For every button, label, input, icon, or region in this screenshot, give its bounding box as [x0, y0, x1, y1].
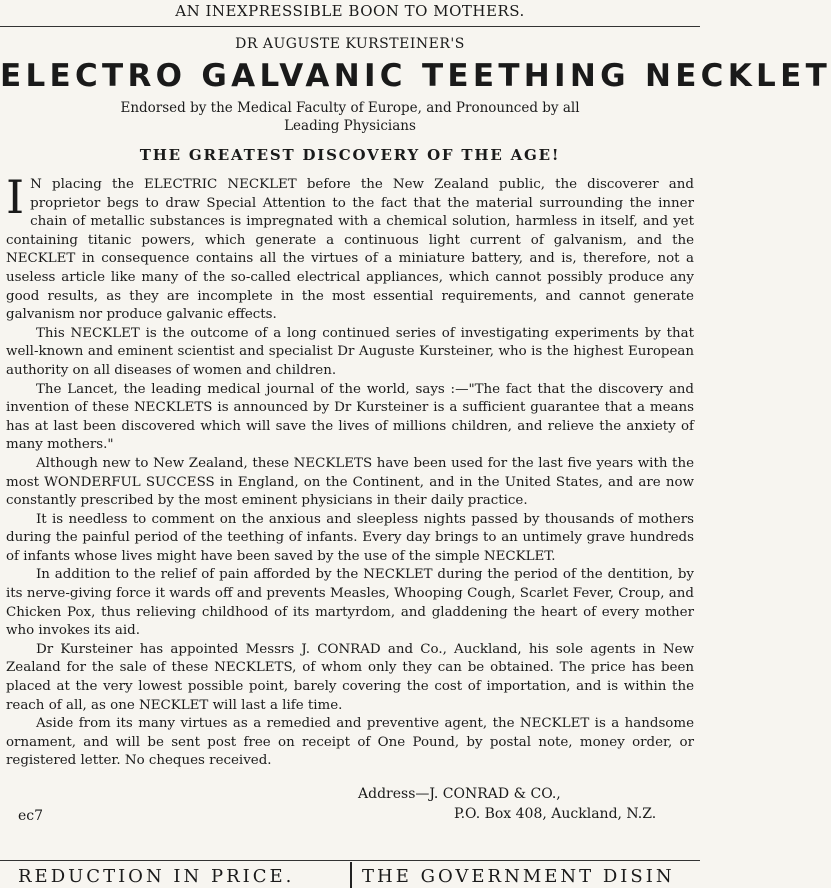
- paragraph-agents: Dr Kursteiner has appointed Messrs J. CONRAD and Co., Auckland, his sole agents in New Zealand for the sale of these NECKLETS, of whom only they can be obtained. The price has been placed at the very lowest possible point, barely covering the cost of importation, and is within the reach of all, as one NECKLET will last a life time.: [6, 641, 694, 713]
- advertisement-body: [6, 170, 694, 771]
- next-ad-heading-left: REDUCTION IN PRICE.: [18, 866, 295, 887]
- next-ad-heading-right: THE GOVERNMENT DISIN: [362, 866, 675, 887]
- paragraph-ornament: Aside from its many virtues as a remedied and preventive agent, the NECKLET is a handsome ornament, and will be sent post free on receipt of One Pound, by postal note, money order, or registered letter. No cheques received.: [6, 716, 694, 769]
- product-headline: ELECTRO GALVANIC TEETHING NECKLET: [0, 58, 831, 94]
- column-separator: [350, 862, 352, 888]
- paragraph-mothers: It is needless to comment on the anxious and sleepless nights passed by thousands of mothers during the painful period of the teething of infants. Every day brings to an untimely grave hundreds of infants whose lives might have been saved by the use of the simple NECKLET.: [6, 511, 694, 564]
- paragraph-outcome: This NECKLET is the outcome of a long continued series of investigating experiments by that well-known and eminent scientist and specialist Dr Auguste Kursteiner, who is the highest European authority on all diseases of women and children.: [6, 325, 694, 378]
- address-line: Address—J. CONRAD & CO.,: [358, 786, 561, 802]
- kicker-headline: AN INEXPRESSIBLE BOON TO MOTHERS.: [175, 2, 525, 20]
- paragraph-intro: [6, 170, 694, 325]
- bottom-divider: [0, 860, 700, 861]
- paragraph-intro-text: N placing the ELECTRIC NECKLET before the New Zealand public, the discoverer and proprietor begs to draw Special Attention to the fact that the material surrounding the inner chain of metallic substances is impregnated with a chemical solution, harmless in itself, and yet containing titanic powers, which generate a continuous light current of galvanism, and the NECKLET in consequence contains all the virtues of a miniature battery, and is, therefore, not a useless article like many of the so-called electrical appliances, which cannot possibly produce any good results, as they are incomplete in the most essential requirements, and cannot generate galvanism nor produce galvanic effects.: [6, 177, 694, 323]
- author-line: DR AUGUSTE KURSTEINER'S: [235, 36, 465, 52]
- endorsement-line-1: Endorsed by the Medical Faculty of Europe, and Pronounced by all: [120, 100, 580, 116]
- paragraph-success: Although new to New Zealand, these NECKLETS have been used for the last five years with the most WONDERFUL SUCCESS in England, on the Continent, and in the United States, and are now constantly prescribed by the most eminent physicians in their daily practice.: [6, 455, 694, 509]
- paragraph-lancet: The Lancet, the leading medical journal of the world, says :—"The fact that the discovery and invention of these NECKLETS is announced by Dr Kursteiner is a sufficient guarantee that a means has at last been discovered which will save the lives of millions children, and relieve the anxiety of many mothers.": [6, 381, 694, 453]
- top-divider: [0, 26, 700, 27]
- po-box-line: P.O. Box 408, Auckland, N.Z.: [454, 806, 657, 822]
- endorsement-line-2: Leading Physicians: [284, 118, 416, 134]
- tagline: THE GREATEST DISCOVERY OF THE AGE!: [139, 146, 561, 164]
- reference-code: ec7: [18, 808, 44, 824]
- drop-cap: I: [6, 170, 25, 224]
- paragraph-dentition: In addition to the relief of pain afforded by the NECKLET during the period of the dentition, by its nerve-giving force it wards off and prevents Measles, Whooping Cough, Scarlet Fever, Croup, and Chicken Pox, thus relieving childhood of its martyrdom, and gladdening the heart of every mother who invokes its aid.: [6, 567, 694, 639]
